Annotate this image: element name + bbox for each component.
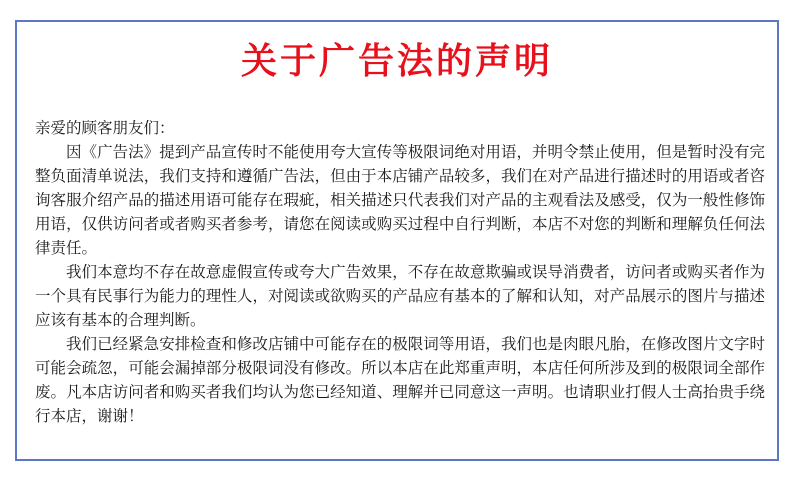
- greeting: 亲爱的顾客朋友们：: [35, 119, 175, 137]
- paragraph-2: 我们本意均不存在故意虚假宣传或夸大广告效果，不存在故意欺骗或误导消费者，访问者或购买者作为一个具有民事行为能力的理性人，对阅读或欲购买的产品应有基本的了解和认知，对产品展示的图片与描述应该有基本的合理判断。: [35, 263, 765, 329]
- statement-frame: [15, 20, 779, 461]
- statement-body: [35, 116, 765, 428]
- statement-title: 关于广告法的声明: [240, 41, 553, 82]
- paragraph-3: 我们已经紧急安排检查和修改店铺中可能存在的极限词等用语，我们也是肉眼凡胎，在修改图片文字时可能会疏忽，可能会漏掉部分极限词没有修改。所以本店在此郑重声明，本店任何所涉及到的极限词全部作废。凡本店访问者和购买者我们均认为您已经知道、理解并已同意这一声明。也请职业打假人士高抬贵手绕行本店，谢谢！: [35, 335, 765, 425]
- paragraph-1: 因《广告法》提到产品宣传时不能使用夸大宣传等极限词绝对用语，并明令禁止使用，但是暂时没有完整负面清单说法，我们支持和遵循广告法，但由于本店铺产品较多，我们在对产品进行描述时的用语或者咨询客服介绍产品的描述用语可能存在瑕疵，相关描述只代表我们对产品的主观看法及感受，仅为一般性修饰用语，仅供访问者或者购买者参考，请您在阅读或购买过程中自行判断，本店不对您的判断和理解负任何法律责任。: [35, 143, 765, 257]
